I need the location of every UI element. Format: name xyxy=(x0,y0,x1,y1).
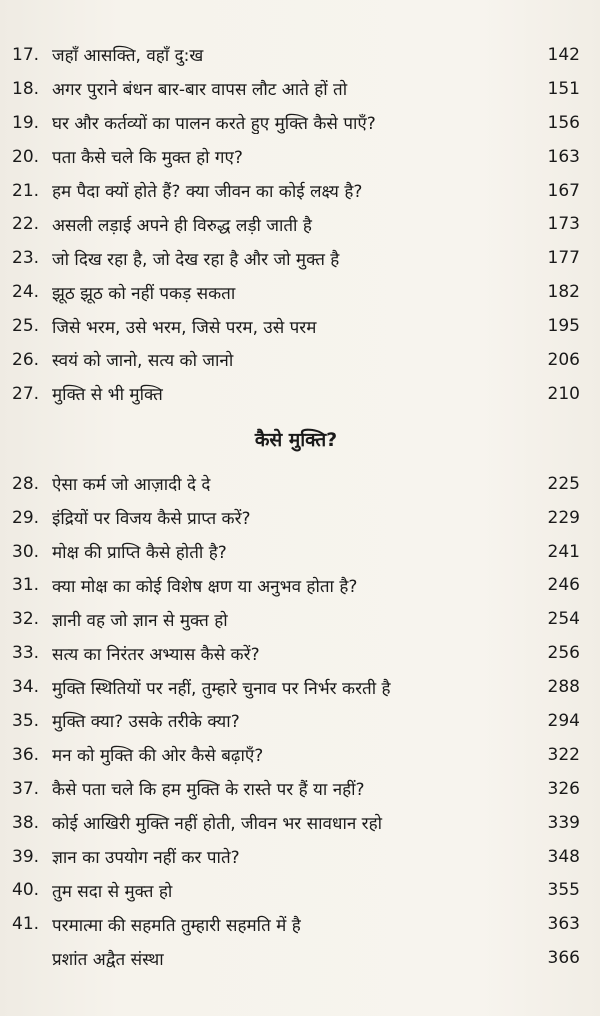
entry-number: 34. xyxy=(12,677,40,698)
entry-number: 22. xyxy=(12,214,40,235)
entry-page-number: 229 xyxy=(547,507,580,528)
entry-title: ऐसा कर्म जो आज़ादी दे दे xyxy=(52,475,211,496)
toc-entry xyxy=(12,309,580,343)
toc-entry xyxy=(12,806,580,840)
section-heading: कैसे मुक्ति? xyxy=(254,428,338,451)
entry-number: 36. xyxy=(12,744,40,765)
toc-entry xyxy=(12,38,580,72)
toc-entry xyxy=(12,174,580,208)
entry-number: 17. xyxy=(12,44,40,65)
entry-number: 28. xyxy=(12,473,40,494)
entry-title: असली लड़ाई अपने ही विरुद्ध लड़ी जाती है xyxy=(52,215,312,236)
entry-number: 30. xyxy=(12,541,40,562)
entry-number: 40. xyxy=(12,880,40,901)
toc-entry xyxy=(12,106,580,140)
entry-page-number: 163 xyxy=(547,146,580,167)
entry-page-number: 366 xyxy=(547,948,580,969)
entry-number: 38. xyxy=(12,812,40,833)
toc-entry xyxy=(12,941,580,975)
toc-group-2 xyxy=(12,467,580,975)
toc-entry xyxy=(12,343,580,377)
entry-title: परमात्मा की सहमति तुम्हारी सहमति में है xyxy=(52,915,301,936)
entry-number: 35. xyxy=(12,710,40,731)
toc-entry xyxy=(12,873,580,907)
entry-title: कोई आखिरी मुक्ति नहीं होती, जीवन भर सावधान रहो xyxy=(52,814,383,835)
entry-title: क्या मोक्ष का कोई विशेष क्षण या अनुभव होता है? xyxy=(52,576,358,597)
entry-number: 41. xyxy=(12,914,40,935)
toc-entry xyxy=(12,670,580,704)
entry-title: मुक्ति स्थितियों पर नहीं, तुम्हारे चुनाव पर निर्भर करती है xyxy=(52,678,391,699)
entry-number: 29. xyxy=(12,507,40,528)
table-of-contents xyxy=(12,38,580,975)
toc-entry xyxy=(12,275,580,309)
toc-entry xyxy=(12,501,580,535)
entry-page-number: 177 xyxy=(547,248,580,269)
entry-page-number: 225 xyxy=(547,473,580,494)
entry-number: 32. xyxy=(12,609,40,630)
entry-title: जहाँ आसक्ति, वहाँ दु:ख xyxy=(52,46,204,67)
entry-page-number: 294 xyxy=(547,710,580,731)
toc-entry xyxy=(12,704,580,738)
toc-entry xyxy=(12,207,580,241)
entry-page-number: 322 xyxy=(547,744,580,765)
entry-page-number: 241 xyxy=(547,541,580,562)
toc-entry xyxy=(12,772,580,806)
entry-page-number: 167 xyxy=(547,180,580,201)
entry-number: 26. xyxy=(12,349,40,370)
entry-page-number: 326 xyxy=(547,778,580,799)
entry-title: घर और कर्तव्यों का पालन करते हुए मुक्ति कैसे पाएँ? xyxy=(52,114,376,135)
entry-number: 27. xyxy=(12,383,40,404)
toc-entry xyxy=(12,568,580,602)
entry-number: 31. xyxy=(12,575,40,596)
entry-page-number: 254 xyxy=(547,609,580,630)
entry-number: 20. xyxy=(12,146,40,167)
toc-entry xyxy=(12,907,580,941)
toc-entry xyxy=(12,738,580,772)
toc-entry xyxy=(12,840,580,874)
entry-number: 33. xyxy=(12,643,40,664)
entry-number: 39. xyxy=(12,846,40,867)
toc-entry xyxy=(12,140,580,174)
entry-page-number: 195 xyxy=(547,316,580,337)
entry-page-number: 355 xyxy=(547,880,580,901)
entry-title: सत्य का निरंतर अभ्यास कैसे करें? xyxy=(52,644,260,665)
entry-number: 19. xyxy=(12,112,40,133)
entry-title: ज्ञान का उपयोग नहीं कर पाते? xyxy=(52,848,240,869)
entry-number: 18. xyxy=(12,78,40,99)
entry-page-number: 288 xyxy=(547,677,580,698)
entry-title: जो दिख रहा है, जो देख रहा है और जो मुक्त है xyxy=(52,249,340,270)
toc-entry xyxy=(12,636,580,670)
entry-number: 24. xyxy=(12,282,40,303)
entry-number: 25. xyxy=(12,316,40,337)
entry-title: तुम सदा से मुक्त हो xyxy=(52,881,173,902)
entry-page-number: 363 xyxy=(547,914,580,935)
toc-entry xyxy=(12,241,580,275)
entry-page-number: 210 xyxy=(547,383,580,404)
entry-title: मुक्ति क्या? उसके तरीके क्या? xyxy=(52,712,240,733)
entry-number: 37. xyxy=(12,778,40,799)
entry-page-number: 206 xyxy=(547,349,580,370)
entry-page-number: 256 xyxy=(547,643,580,664)
entry-page-number: 348 xyxy=(547,846,580,867)
entry-title: मुक्ति से भी मुक्ति xyxy=(52,385,163,406)
toc-entry xyxy=(12,602,580,636)
entry-page-number: 173 xyxy=(547,214,580,235)
entry-page-number: 246 xyxy=(547,575,580,596)
entry-number: 21. xyxy=(12,180,40,201)
entry-page-number: 182 xyxy=(547,282,580,303)
toc-entry xyxy=(12,377,580,411)
entry-title: मन को मुक्ति की ओर कैसे बढ़ाएँ? xyxy=(52,746,264,767)
entry-title: पता कैसे चले कि मुक्त हो गए? xyxy=(52,148,243,169)
entry-title: झूठ झूठ को नहीं पकड़ सकता xyxy=(52,283,236,304)
entry-title: प्रशांत अद्वैत संस्था xyxy=(52,949,164,970)
toc-entry xyxy=(12,72,580,106)
toc-group-1 xyxy=(12,38,580,411)
entry-title: इंद्रियों पर विजय कैसे प्राप्त करें? xyxy=(52,509,251,530)
entry-page-number: 156 xyxy=(547,112,580,133)
entry-title: ज्ञानी वह जो ज्ञान से मुक्त हो xyxy=(52,610,228,631)
entry-page-number: 339 xyxy=(547,812,580,833)
entry-number: 23. xyxy=(12,248,40,269)
entry-title: स्वयं को जानो, सत्य को जानो xyxy=(52,351,234,372)
entry-title: अगर पुराने बंधन बार-बार वापस लौट आते हों तो xyxy=(52,80,348,101)
entry-page-number: 151 xyxy=(547,78,580,99)
entry-page-number: 142 xyxy=(547,44,580,65)
toc-entry xyxy=(12,467,580,501)
entry-title: कैसे पता चले कि हम मुक्ति के रास्ते पर हैं या नहीं? xyxy=(52,780,365,801)
entry-title: हम पैदा क्यों होते हैं? क्या जीवन का कोई लक्ष्य है? xyxy=(52,182,363,202)
entry-title: मोक्ष की प्राप्ति कैसे होती है? xyxy=(52,543,227,564)
toc-entry xyxy=(12,535,580,569)
entry-title: जिसे भरम, उसे भरम, जिसे परम, उसे परम xyxy=(52,317,317,338)
